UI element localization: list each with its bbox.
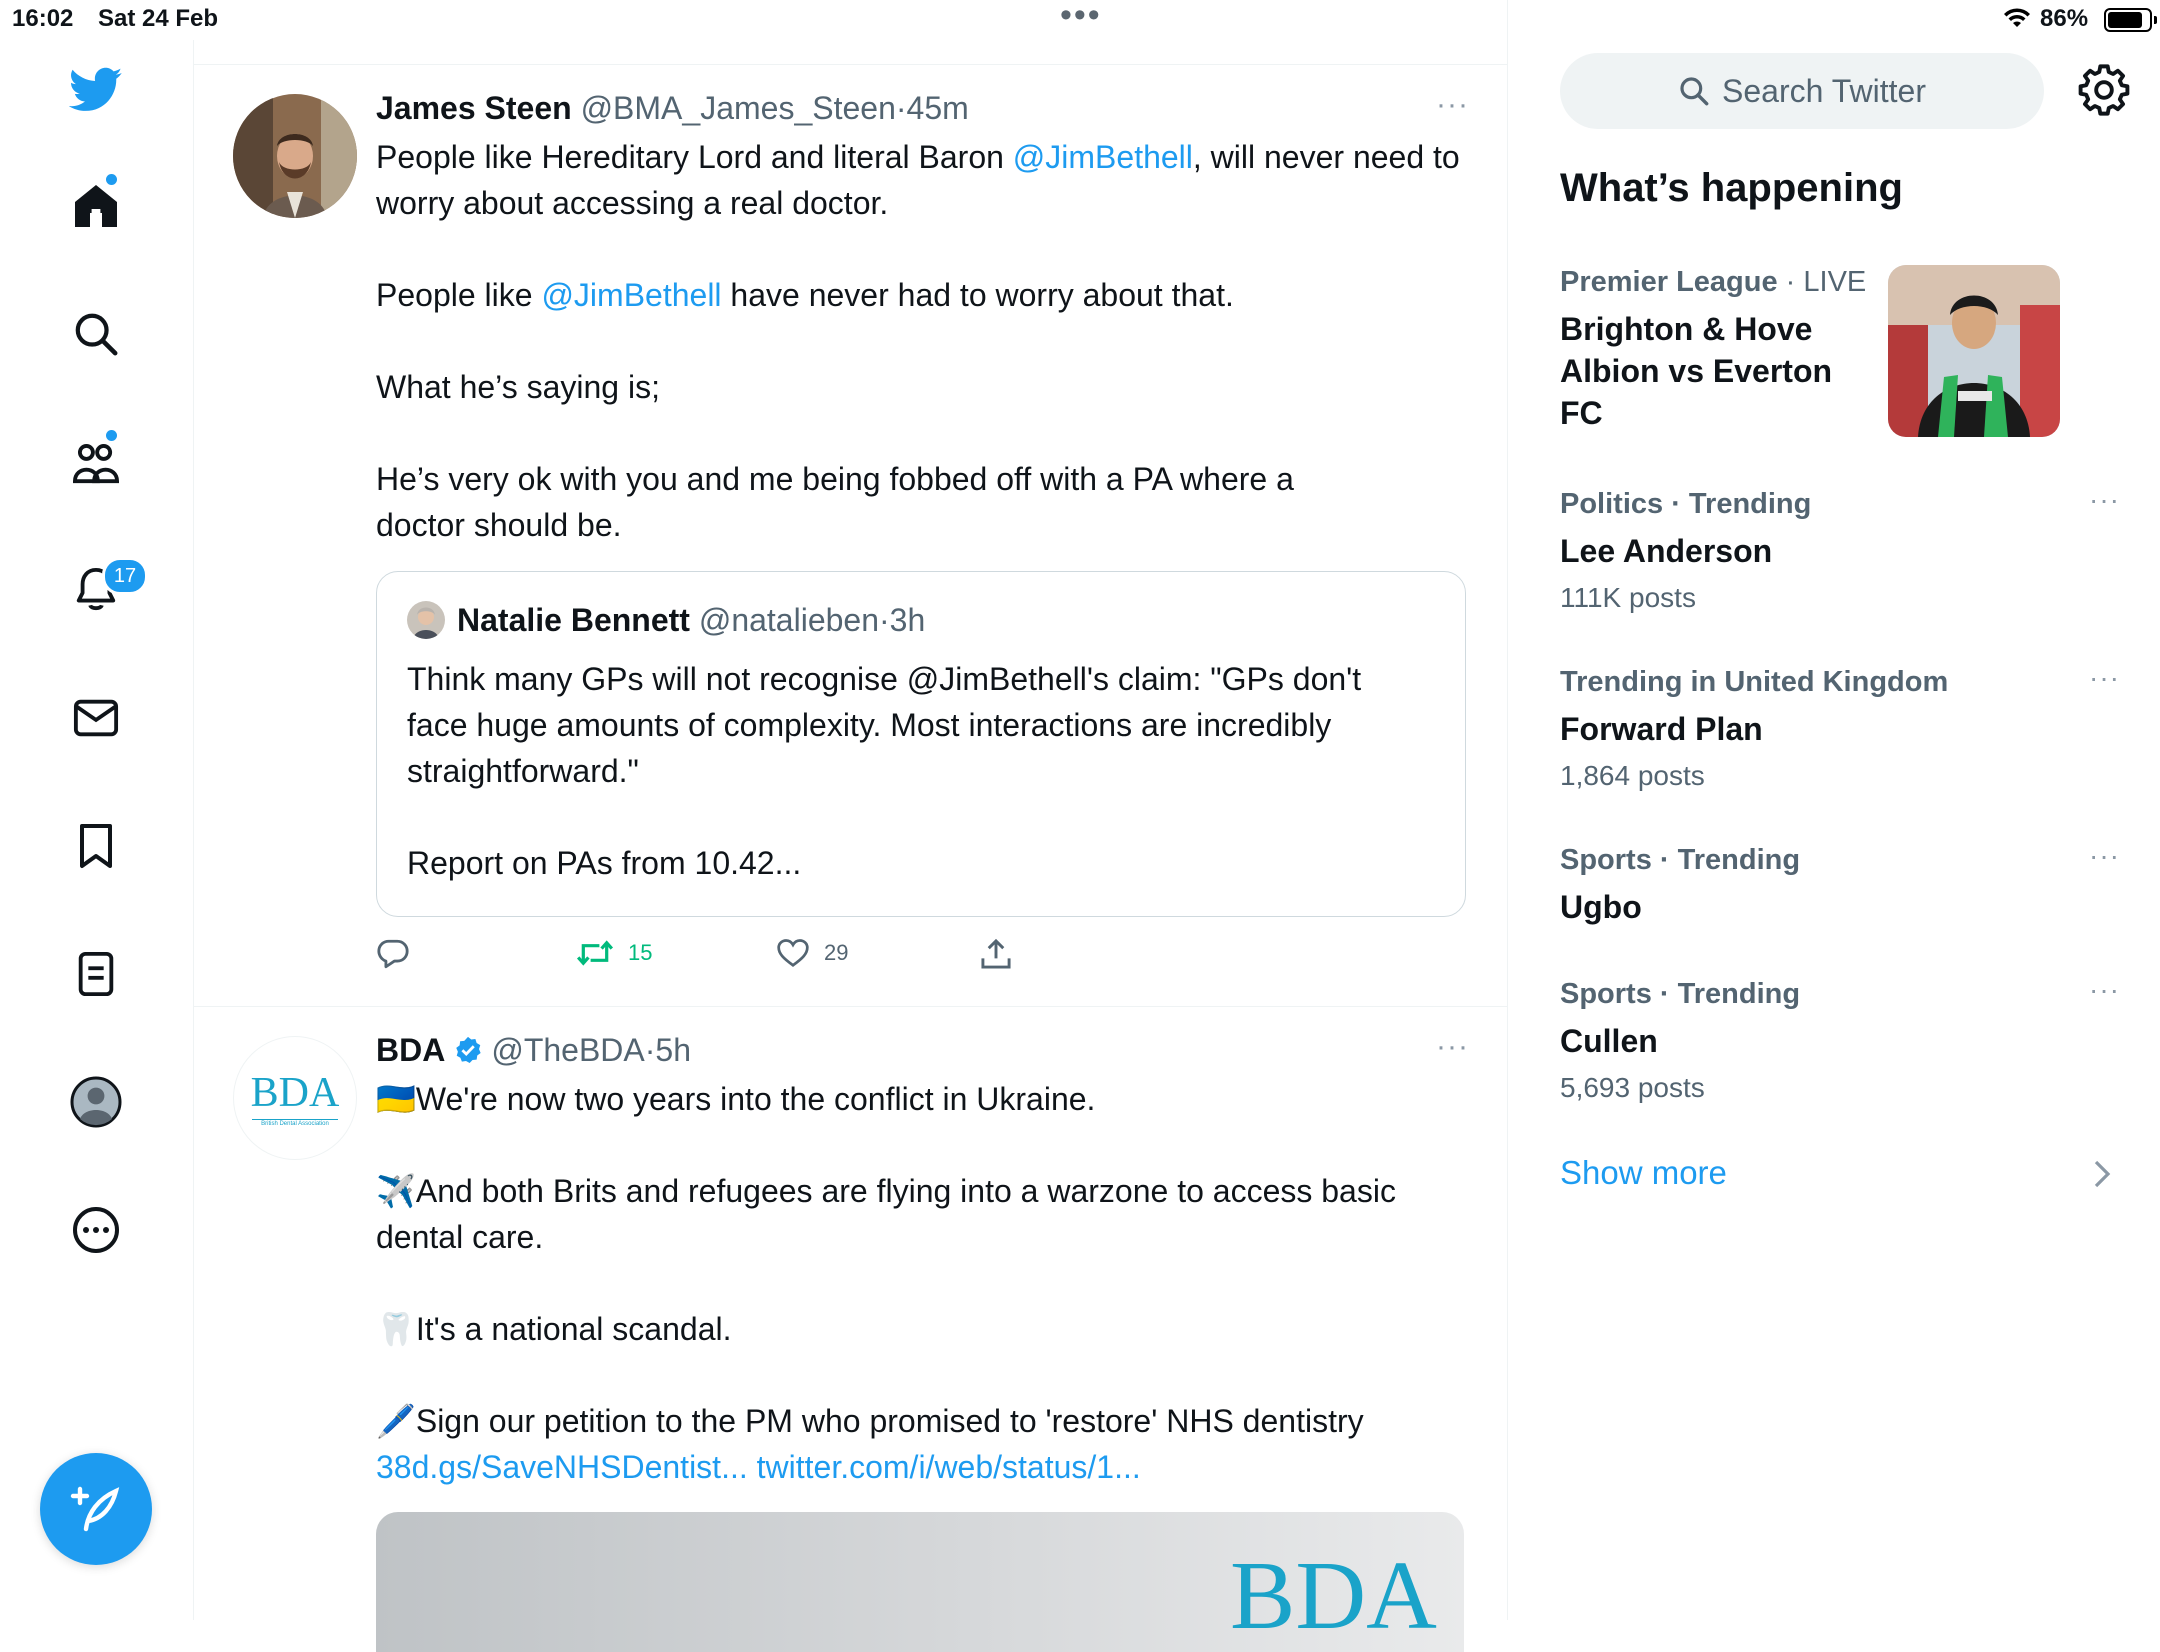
home-unread-dot [106,174,117,185]
compose-tweet-button[interactable] [40,1453,152,1565]
tweet-more-icon[interactable]: ··· [1436,1030,1469,1063]
bda-avatar-logo: BDA [250,1070,340,1116]
trend-post-count: 5,693 posts [1560,1072,1705,1103]
left-navigation [0,40,194,1620]
author-handle[interactable]: @TheBDA [491,1032,645,1068]
quoted-tweet-card[interactable] [376,571,1466,917]
trend-title: Cullen [1560,1023,1658,1059]
battery-percentage: 86% [2040,5,2089,32]
tweet-header [376,1028,1466,1072]
trend-thumbnail[interactable] [1888,265,2060,437]
bda-avatar-subtext: British Dental Association [261,1121,329,1127]
tweet-header [376,86,1466,130]
quote-author-name: Natalie Bennett [457,602,690,638]
header-separator: · [895,90,907,126]
retweet-count: 15 [628,940,653,965]
quote-header [407,598,925,642]
trend-item[interactable] [1560,262,1880,434]
tweet-text: He’s very ok with you and me being fobbed off with a PA where a doctor should be. [376,461,1303,543]
profile-icon[interactable] [66,1072,126,1132]
share-icon [980,938,1012,970]
timeline-top-border [193,64,1507,65]
tweet-timestamp[interactable]: 45m [906,90,969,126]
tweet-more-icon[interactable]: ··· [1436,88,1469,121]
reply-button[interactable] [376,938,410,970]
petition-link[interactable]: 38d.gs/SaveNHSDentist... [376,1449,748,1485]
retweet-icon [576,938,614,968]
communities-icon[interactable] [66,432,126,492]
trend-more-icon[interactable]: ··· [2089,840,2120,871]
tweet[interactable] [193,1028,1507,1650]
trend-title: Forward Plan [1560,711,1763,747]
tweet-text [376,134,1469,226]
author-name[interactable]: James Steen [376,90,572,126]
search-icon [1678,75,1710,107]
quote-author-avatar [407,601,445,639]
more-icon[interactable] [66,1200,126,1260]
like-count: 29 [824,940,849,965]
compose-feather-icon [70,1483,122,1535]
whats-happening-title: What’s happening [1560,166,1903,210]
tweet-text: 🇺🇦We're now two years into the conflict in Ukraine. [376,1081,1096,1117]
trend-more-icon[interactable]: ··· [2089,974,2120,1005]
tweet-text: ✈️And both Brits and refugees are flying into a warzone to access basic dental care. [376,1173,1405,1255]
quote-separator: · [879,602,890,638]
notifications-badge: 17 [102,557,148,595]
status-link[interactable]: twitter.com/i/web/status/1... [756,1449,1141,1485]
trend-item[interactable] [1560,840,2120,928]
tweet-divider [193,1006,1507,1007]
twitter-logo-icon[interactable] [66,60,126,120]
author-avatar[interactable] [233,1036,357,1160]
header-separator: · [644,1032,656,1068]
trend-more-icon[interactable]: ··· [2089,662,2120,693]
trend-title: Ugbo [1560,889,1642,925]
author-name[interactable]: BDA [376,1032,446,1068]
trend-context: Politics · Trending [1560,488,1812,520]
status-time: 16:02 [12,5,74,32]
mail-icon[interactable] [66,688,126,748]
trend-item[interactable] [1560,484,2120,618]
right-sidebar [1508,0,2160,1620]
tweet-text: 🖊️Sign our petition to the PM who promised to 'restore' NHS dentistry [376,1403,1364,1439]
trend-item[interactable] [1560,974,2120,1108]
communities-unread-dot [106,430,117,441]
tweet-text-segment: , will never need to worry about accessing a real doctor. [376,139,1469,221]
quote-timestamp: 3h [889,602,926,638]
tweet-timestamp[interactable]: 5h [655,1032,691,1068]
quote-text: Think many GPs will not recognise @JimBethell's claim: "GPs don't face huge amounts of complexity. Most interactions are incredibly straightforward." Report on PAs from 10.42... [407,661,1362,881]
media-bda-logo: BDA [1230,1542,1437,1650]
reply-icon [376,938,410,970]
multitasking-dots-icon[interactable]: ••• [1060,0,1102,34]
heart-icon [776,938,810,968]
trend-item[interactable] [1560,662,2120,796]
trend-context: Sports · Trending [1560,978,1801,1010]
list-icon[interactable] [66,944,126,1004]
tweet[interactable] [193,86,1507,1002]
like-button[interactable] [776,938,848,968]
tweet-text-segment: People like Hereditary Lord and literal Baron [376,139,1013,175]
bookmark-icon[interactable] [66,816,126,876]
trend-title: Lee Anderson [1560,533,1773,569]
tweet-text [376,272,1466,318]
trend-context: Sports · Trending [1560,844,1801,876]
trend-context: Premier League [1560,266,1778,298]
tweet-text-segment: have never had to worry about that. [721,277,1234,313]
mention-link[interactable]: @JimBethell [1012,139,1193,175]
trend-post-count: 111K posts [1560,582,1696,613]
tweet-actions [376,938,1376,978]
tweet-text-segment: People like [376,277,542,313]
quote-author-handle: @natalieben [698,602,879,638]
tweet-text: 🦷It's a national scandal. [376,1311,732,1347]
home-icon[interactable] [66,176,126,236]
search-input[interactable] [1560,53,2044,129]
retweet-button[interactable] [576,938,652,968]
author-handle[interactable]: @BMA_James_Steen [580,90,896,126]
timeline [193,0,1508,1650]
trend-post-count: 1,864 posts [1560,760,1705,791]
gear-icon[interactable] [2078,64,2130,116]
tweet-links [376,1444,1466,1490]
search-icon[interactable] [66,304,126,364]
show-more-link[interactable]: Show more [1560,1154,1727,1191]
share-button[interactable] [980,938,1012,970]
trend-context: Trending in United Kingdom [1560,666,1949,698]
author-avatar[interactable] [233,94,357,218]
search-placeholder: Search Twitter [1722,72,1926,109]
tweet-media-card[interactable] [376,1512,1464,1652]
tweet-text: What he’s saying is; [376,369,660,405]
chevron-right-icon[interactable] [2092,1160,2112,1193]
status-date: Sat 24 Feb [98,5,219,32]
trend-context-live: · LIVE [1777,266,1867,298]
mention-link[interactable]: @JimBethell [541,277,722,313]
trend-title: Brighton & Hove Albion vs Everton FC [1560,311,1833,431]
trend-more-icon[interactable]: ··· [2089,484,2120,515]
verified-badge-icon [453,1035,483,1065]
